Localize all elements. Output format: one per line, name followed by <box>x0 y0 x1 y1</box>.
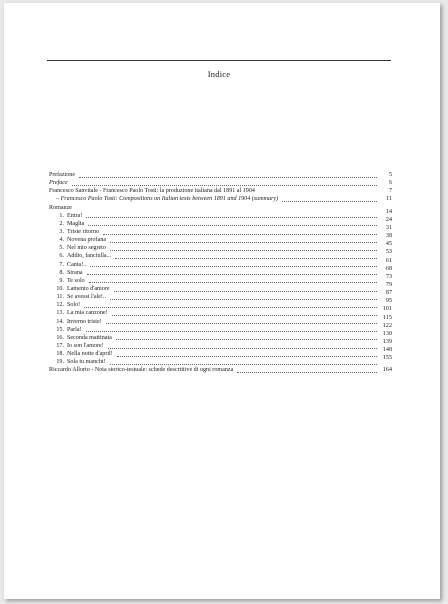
romanza-number: 6. <box>59 253 64 260</box>
romanza-page: 73 <box>385 273 392 280</box>
romanza-label <box>53 326 82 334</box>
romanza-number: 8. <box>59 269 64 276</box>
romanza-page: 79 <box>385 281 392 288</box>
dot-leader <box>84 307 377 308</box>
romanza-page: 38 <box>385 233 392 240</box>
toc-entry-label: Riccardo Allorto - Nota storico-testuale: schede descrittive di ogni romanza <box>49 367 234 374</box>
dot-leader <box>103 234 377 235</box>
romanza-title: Te solo <box>67 277 85 284</box>
romanza-number: 10. <box>56 285 64 292</box>
dot-leader <box>106 323 377 324</box>
romanza-title: Nella notte d'april! <box>67 351 113 358</box>
toc-entry-page: 7 <box>388 188 392 195</box>
romanza-page: 31 <box>385 224 392 231</box>
romanza-label <box>53 269 83 277</box>
romanza-page: 155 <box>382 355 392 362</box>
romanza-title: La mia canzone! <box>67 310 108 317</box>
romanza-title: Seconda mattinata <box>67 334 112 341</box>
toc-entry-page: 6 <box>388 180 392 187</box>
romanza-number: 1. <box>59 212 64 219</box>
romanza-title: Solo! <box>67 302 81 309</box>
romanza-entry[interactable] <box>49 330 392 342</box>
dot-leader <box>110 364 377 365</box>
toc-entry-summary[interactable] <box>49 195 392 203</box>
toc-entry-page: 11 <box>386 196 392 203</box>
table-of-contents <box>49 171 392 375</box>
romanza-title: Se avessi l'ale!.. <box>67 294 107 301</box>
romanza-entry[interactable] <box>49 257 392 269</box>
dot-leader <box>112 315 377 316</box>
romanza-page: 24 <box>385 216 392 223</box>
romanza-page: 139 <box>382 338 392 345</box>
romanza-label <box>53 301 80 309</box>
romanza-number: 5. <box>59 245 64 252</box>
romanza-entry[interactable] <box>49 273 392 285</box>
toc-entry-sanvitale-essay[interactable] <box>49 187 392 195</box>
romanza-title: Parla! <box>67 326 82 333</box>
romanza-number: 11. <box>56 294 64 301</box>
romanza-entry[interactable] <box>49 281 392 293</box>
dot-leader <box>72 185 377 186</box>
dot-leader <box>116 339 377 340</box>
romanza-entry[interactable] <box>49 347 392 358</box>
romanza-page: 68 <box>385 265 392 272</box>
romanza-title: Novena profana <box>67 237 107 244</box>
romanza-label <box>53 358 106 366</box>
dot-leader <box>79 177 377 178</box>
toc-entry-nota-storico[interactable] <box>49 366 392 374</box>
romanza-label <box>53 350 113 358</box>
romanza-page: 122 <box>382 322 392 329</box>
romanza-entry[interactable] <box>49 306 392 317</box>
romanza-label <box>53 277 85 285</box>
romanza-number: 18. <box>56 351 64 358</box>
romanza-entry[interactable] <box>49 265 392 277</box>
romanza-title: Maglia <box>67 220 85 227</box>
romanza-page: 53 <box>385 249 392 256</box>
romanza-title: Entra! <box>67 212 83 219</box>
toc-entry-label: – Francesco Paolo Tosti: Compositions on Italian texts between 1891 and 1904 (summary) <box>56 196 279 203</box>
toc-entry-label: Francesco Sanvitale - Francesco Paolo Tosti: la produzione italiana dal 1891 al 1904 <box>49 188 255 195</box>
romanza-number: 17. <box>56 342 64 349</box>
romanza-entry[interactable] <box>49 322 392 334</box>
romanza-page: 148 <box>382 347 392 354</box>
romanza-title: Io son l'amore! <box>67 342 104 349</box>
romanza-page: 14 <box>385 208 392 215</box>
dot-leader <box>117 356 377 357</box>
romanze-list <box>49 208 392 367</box>
romanza-entry[interactable] <box>49 241 392 252</box>
romanza-number: 13. <box>56 310 64 317</box>
romanza-title: Lamento d'amore <box>67 285 110 292</box>
romanza-page: 130 <box>382 330 392 337</box>
romanza-label <box>53 342 104 350</box>
dot-leader <box>282 201 377 202</box>
dot-leader <box>87 274 377 275</box>
romanza-title: Triste ritorno <box>67 228 100 235</box>
dot-leader <box>110 299 377 300</box>
toc-entry-label: Preface <box>49 180 68 187</box>
header-rule <box>47 60 391 61</box>
toc-entry-page: 164 <box>382 367 392 374</box>
dot-leader <box>108 348 377 349</box>
romanza-label <box>53 252 111 260</box>
dot-leader <box>90 266 377 267</box>
romanza-entry[interactable] <box>49 208 392 220</box>
romanza-entry[interactable] <box>49 298 392 309</box>
toc-entry-prefazione[interactable] <box>49 171 392 179</box>
romanza-label <box>53 334 112 342</box>
romanza-page: 45 <box>385 241 392 248</box>
romanza-number: 12. <box>56 302 64 309</box>
romanza-number: 2. <box>59 220 64 227</box>
dot-leader <box>110 250 377 251</box>
romanza-label <box>53 228 99 236</box>
dot-leader <box>110 242 377 243</box>
romanza-label <box>53 244 106 252</box>
page-title: Indice <box>207 69 231 79</box>
romanza-entry[interactable] <box>49 224 392 236</box>
dot-leader <box>88 225 377 226</box>
romanza-label <box>53 309 108 317</box>
romanza-page: 95 <box>385 298 392 305</box>
romanza-title: Sola tu manchi! <box>67 359 106 366</box>
romanza-label <box>53 236 106 244</box>
dot-leader <box>237 372 377 373</box>
romanza-page: 101 <box>382 306 392 313</box>
toc-entry-preface[interactable] <box>49 179 392 187</box>
romanza-label <box>53 318 102 326</box>
romanza-page: 61 <box>385 257 392 264</box>
romanza-entry[interactable] <box>49 355 392 366</box>
romanza-title: Strana <box>67 269 83 276</box>
romanza-number: 4. <box>59 237 64 244</box>
dot-leader <box>86 217 377 218</box>
dot-leader <box>89 282 377 283</box>
romanza-label <box>53 212 82 220</box>
romanza-entry[interactable] <box>49 338 392 350</box>
romanza-entry[interactable] <box>49 216 392 228</box>
romanza-label <box>53 285 110 293</box>
section-heading-romanze: Romanze <box>49 204 73 211</box>
romanza-label <box>53 293 106 301</box>
dot-leader <box>114 291 377 292</box>
romanza-title: Inverno triste! <box>67 318 102 325</box>
romanza-number: 19. <box>56 359 64 366</box>
dot-leader <box>86 331 377 332</box>
dot-leader <box>115 258 377 259</box>
romanza-title: Nel mio segreto <box>67 245 106 252</box>
romanza-entry[interactable] <box>49 249 392 260</box>
romanza-title: Canta!.. <box>67 261 87 268</box>
romanza-label <box>53 261 86 269</box>
romanza-title: Addio, fanciulla... <box>67 253 112 260</box>
romanza-number: 9. <box>59 277 64 284</box>
romanza-entry[interactable] <box>49 233 392 244</box>
romanza-number: 15. <box>56 326 64 333</box>
romanza-entry[interactable] <box>49 314 392 326</box>
toc-entry-page: 5 <box>388 171 392 178</box>
romanza-number: 16. <box>56 334 64 341</box>
romanza-entry[interactable] <box>49 290 392 301</box>
romanza-number: 7. <box>59 261 64 268</box>
toc-entry-label: Prefazione <box>49 171 76 178</box>
book-page <box>4 3 440 599</box>
romanza-number: 3. <box>59 228 64 235</box>
romanza-page: 115 <box>383 314 392 321</box>
romanza-page: 87 <box>385 290 392 297</box>
romanza-label <box>53 220 84 228</box>
romanza-number: 14. <box>56 318 64 325</box>
